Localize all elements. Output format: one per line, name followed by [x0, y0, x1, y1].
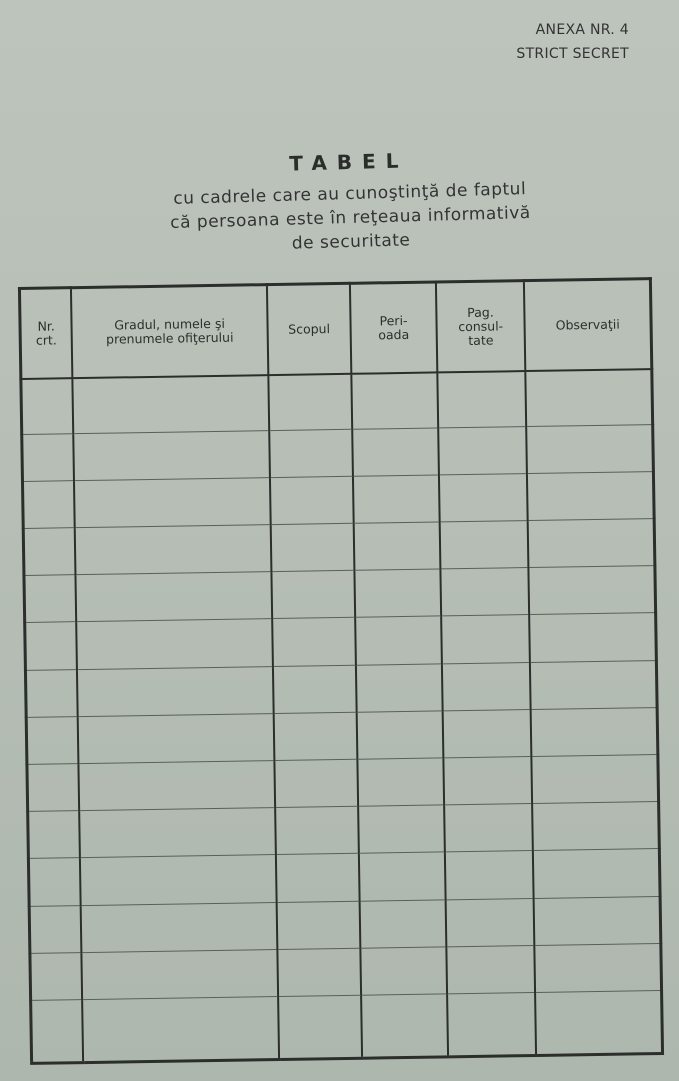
empty-cell: [446, 945, 535, 994]
empty-cell: [268, 374, 352, 430]
document-heading: [89, 143, 612, 261]
empty-cell: [274, 759, 358, 808]
header-text: consul-: [458, 318, 504, 335]
empty-cell: [21, 378, 74, 434]
empty-cell: [28, 858, 80, 906]
header-text: Gradul, numele şi: [114, 315, 225, 333]
empty-cell: [269, 429, 353, 478]
table-row: [21, 369, 653, 434]
annex-number: ANEXA NR. 4: [535, 22, 629, 38]
empty-cell: [26, 716, 78, 764]
subtitle-line-1: cu cadrele care au cunoştinţă de faptul: [173, 179, 527, 209]
empty-cell: [358, 758, 445, 807]
empty-cell: [276, 854, 360, 903]
empty-cell: [27, 764, 79, 812]
empty-cell: [360, 947, 447, 996]
empty-cell: [440, 568, 529, 617]
empty-cell: [76, 572, 272, 622]
empty-cell: [81, 902, 277, 952]
header-text: Pag.: [467, 304, 494, 320]
empty-cell: [526, 424, 653, 473]
empty-cell: [31, 1000, 84, 1064]
officers-table-wrapper: [18, 277, 664, 1065]
empty-cell: [528, 519, 655, 568]
empty-cell: [73, 430, 269, 480]
empty-cell: [531, 707, 658, 756]
document-title: TABEL: [288, 148, 409, 176]
table-header-row: [19, 279, 651, 379]
empty-cell: [534, 896, 661, 945]
empty-cell: [79, 808, 275, 858]
header-text: Observaţii: [555, 316, 620, 333]
empty-cell: [441, 615, 530, 664]
column-header-name: [71, 285, 268, 379]
empty-cell: [444, 804, 533, 853]
empty-cell: [532, 802, 659, 851]
empty-cell: [24, 575, 76, 623]
empty-cell: [527, 471, 654, 520]
empty-cell: [440, 521, 529, 570]
annex-header: [516, 18, 629, 66]
empty-cell: [29, 905, 81, 953]
empty-cell: [357, 711, 444, 760]
empty-cell: [273, 665, 357, 714]
empty-cell: [351, 372, 438, 428]
empty-cell: [30, 952, 82, 1000]
empty-cell: [75, 525, 271, 575]
empty-cell: [355, 616, 442, 665]
header-text: Nr.: [37, 318, 55, 334]
column-header-pages: [436, 281, 526, 373]
empty-cell: [277, 948, 361, 997]
empty-cell: [82, 949, 278, 999]
empty-cell: [74, 477, 270, 527]
empty-cell: [445, 851, 534, 900]
empty-cell: [359, 852, 446, 901]
empty-cell: [22, 433, 74, 481]
empty-cell: [447, 992, 536, 1056]
empty-cell: [79, 761, 275, 811]
empty-cell: [271, 570, 355, 619]
empty-cell: [529, 566, 656, 615]
empty-cell: [535, 943, 662, 992]
column-header-period: [350, 282, 437, 374]
table-body: [21, 369, 663, 1063]
empty-cell: [28, 811, 80, 859]
empty-cell: [78, 713, 274, 763]
empty-cell: [443, 709, 532, 758]
empty-cell: [23, 528, 75, 576]
empty-cell: [77, 666, 273, 716]
header-text: prenumele ofiţerului: [105, 329, 234, 347]
officers-table: [18, 277, 664, 1065]
empty-cell: [272, 618, 356, 667]
empty-cell: [530, 660, 657, 709]
table-row: [31, 991, 663, 1064]
empty-cell: [352, 428, 439, 477]
header-text: crt.: [35, 332, 57, 348]
header-text: tate: [468, 332, 494, 348]
empty-cell: [276, 901, 360, 950]
empty-cell: [360, 899, 447, 948]
empty-cell: [25, 669, 77, 717]
empty-cell: [438, 426, 527, 475]
empty-cell: [355, 569, 442, 618]
empty-cell: [80, 855, 276, 905]
column-header-purpose: [267, 283, 352, 375]
header-text: oada: [378, 326, 410, 343]
classification-label: STRICT SECRET: [516, 46, 629, 62]
empty-cell: [354, 522, 441, 571]
header-text: Peri-: [379, 312, 408, 329]
column-header-nr: [19, 288, 72, 379]
empty-cell: [356, 663, 443, 712]
empty-cell: [358, 805, 445, 854]
empty-cell: [275, 806, 359, 855]
empty-cell: [437, 371, 526, 427]
empty-cell: [353, 475, 440, 524]
empty-cell: [442, 662, 531, 711]
empty-cell: [532, 755, 659, 804]
empty-cell: [274, 712, 358, 761]
subtitle-line-3: de securitate: [291, 230, 411, 254]
empty-cell: [535, 991, 662, 1056]
header-text: Scopul: [288, 321, 331, 337]
empty-cell: [73, 375, 269, 433]
empty-cell: [529, 613, 656, 662]
empty-cell: [443, 757, 532, 806]
empty-cell: [25, 622, 77, 670]
empty-cell: [439, 473, 528, 522]
empty-cell: [270, 476, 354, 525]
subtitle-line-2: că persoana este în reţeaua informativă: [169, 202, 531, 234]
empty-cell: [82, 997, 279, 1063]
empty-cell: [446, 898, 535, 947]
empty-cell: [22, 480, 74, 528]
column-header-observations: [524, 279, 652, 371]
empty-cell: [76, 619, 272, 669]
empty-cell: [271, 523, 355, 572]
empty-cell: [526, 369, 653, 426]
empty-cell: [361, 994, 448, 1058]
empty-cell: [278, 995, 362, 1059]
empty-cell: [533, 849, 660, 898]
